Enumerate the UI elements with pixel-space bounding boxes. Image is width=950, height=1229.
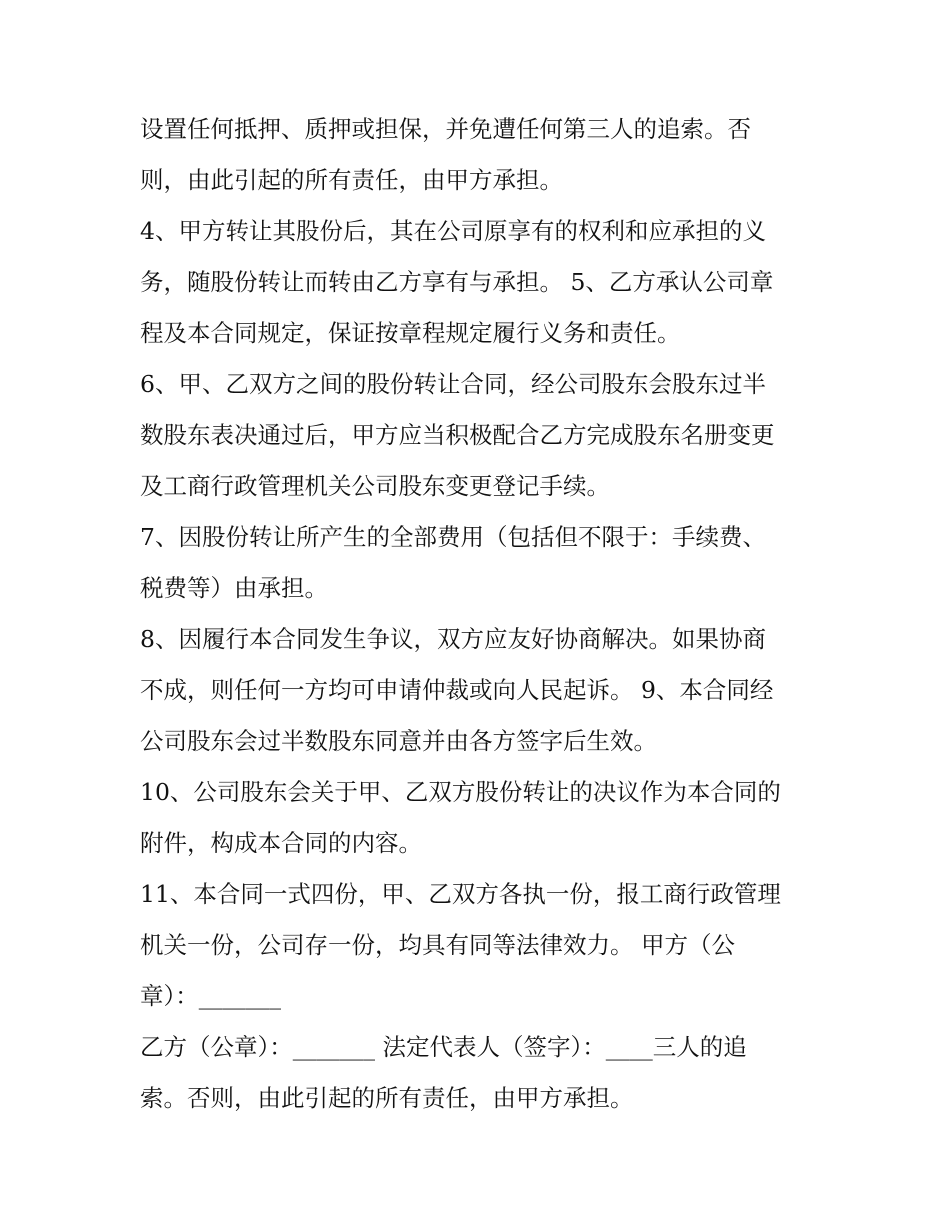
text-line: 不成，则任何一方均可申请仲裁或向人民起诉。 9、本合同经 bbox=[140, 676, 774, 704]
text-line: 索。否则，由此引起的所有责任，由甲方承担。 bbox=[140, 1084, 634, 1112]
text-line: 公司股东会过半数股东同意并由各方签字后生效。 bbox=[140, 727, 657, 755]
text-line: 6、甲、乙双方之间的股份转让合同，经公司股东会股东过半 bbox=[140, 370, 766, 398]
text-line: 章）：_______ bbox=[140, 982, 281, 1010]
text-line: 务，随股份转让而转由乙方享有与承担。 5、乙方承认公司章 bbox=[140, 268, 774, 296]
text-line: 税费等）由承担。 bbox=[140, 574, 328, 602]
text-line: 11、本合同一式四份，甲、乙双方各执一份，报工商行政管理 bbox=[140, 880, 781, 908]
text-line: 则，由此引起的所有责任，由甲方承担。 bbox=[140, 166, 563, 194]
text-line: 附件，构成本合同的内容。 bbox=[140, 829, 422, 857]
text-line: 数股东表决通过后，甲方应当积极配合乙方完成股东名册变更 bbox=[140, 421, 775, 449]
document-body bbox=[140, 104, 820, 1124]
text-line: 设置任何抵押、质押或担保，并免遭任何第三人的追索。否 bbox=[140, 115, 751, 143]
text-line: 程及本合同规定，保证按章程规定履行义务和责任。 bbox=[140, 319, 681, 347]
text-line: 4、甲方转让其股份后，其在公司原享有的权利和应承担的义 bbox=[140, 217, 766, 245]
text-line: 机关一份，公司存一份，均具有同等法律效力。 甲方（公 bbox=[140, 931, 735, 959]
text-line: 7、因股份转让所产生的全部费用（包括但不限于：手续费、 bbox=[140, 523, 766, 551]
text-line: 8、因履行本合同发生争议，双方应友好协商解决。如果协商 bbox=[140, 625, 766, 653]
text-line: 乙方（公章）：_______ 法定代表人（签字）：____三人的追 bbox=[140, 1033, 747, 1061]
text-line: 及工商行政管理机关公司股东变更登记手续。 bbox=[140, 472, 610, 500]
text-line: 10、公司股东会关于甲、乙双方股份转让的决议作为本合同的 bbox=[140, 778, 781, 806]
